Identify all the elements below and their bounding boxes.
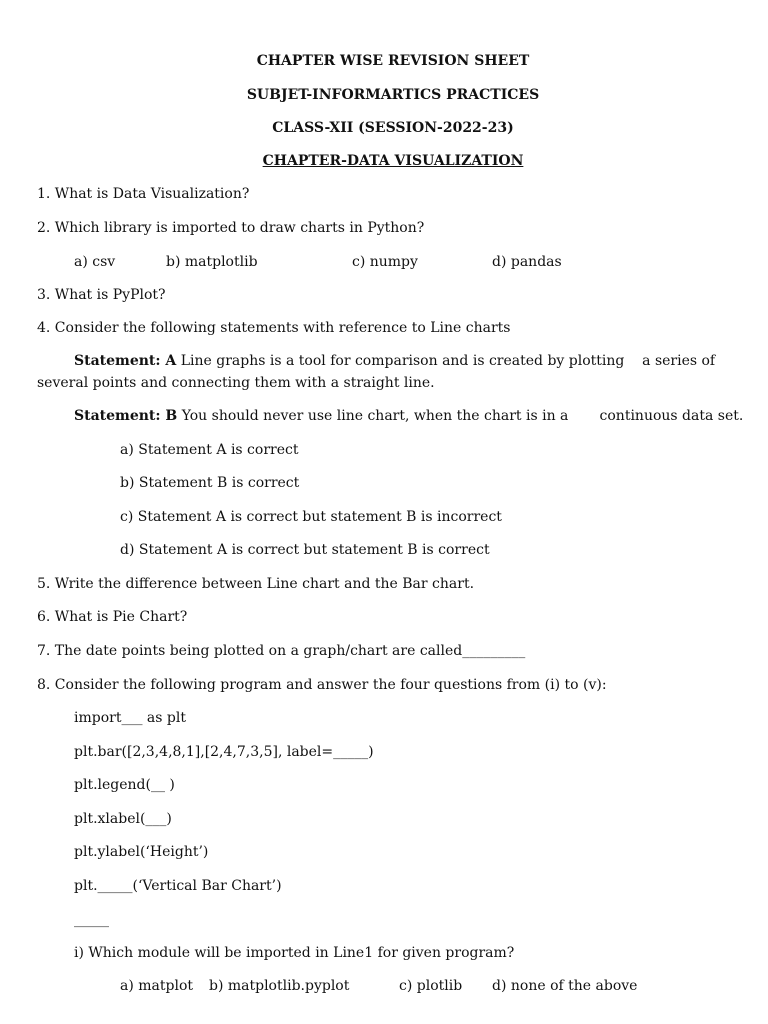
chapter-heading: CHAPTER-DATA VISUALIZATION <box>262 153 524 169</box>
q2-option-d: d) pandas <box>492 254 562 270</box>
question-4: 4. Consider the following statements with reference to Line charts <box>37 320 511 336</box>
sub-i-option-c: c) plotlib <box>399 978 463 994</box>
code-line-title: plt._____(‘Vertical Bar Chart’) <box>74 878 282 894</box>
statement-b-text: You should never use line chart, when the chart is in a continuous data set. <box>181 408 744 424</box>
class-session-heading: CLASS-XII (SESSION-2022-23) <box>272 120 514 136</box>
statement-b <box>74 407 743 425</box>
code-line-bar: plt.bar([2,3,4,8,1],[2,4,7,3,5], label=_____) <box>74 744 374 760</box>
q4-option-b: b) Statement B is correct <box>120 475 300 491</box>
question-6: 6. What is Pie Chart? <box>37 609 188 625</box>
statement-a-label: Statement: A <box>74 353 177 369</box>
question-7: 7. The date points being plotted on a graph/chart are called_________ <box>37 643 526 659</box>
sheet-title: CHAPTER WISE REVISION SHEET <box>256 53 530 69</box>
sub-i-option-b: b) matplotlib.pyplot <box>209 978 350 994</box>
sub-i-option-a: a) matplot <box>120 978 194 994</box>
question-3: 3. What is PyPlot? <box>37 287 166 303</box>
statement-b-label: Statement: B <box>74 408 178 424</box>
sub-i-option-d: d) none of the above <box>492 978 638 994</box>
q2-option-a: a) csv <box>74 254 116 270</box>
statement-a <box>74 352 715 370</box>
code-line-blank: _____ <box>74 912 109 928</box>
code-line-xlabel: plt.xlabel(___) <box>74 811 172 827</box>
question-5: 5. Write the difference between Line chart and the Bar chart. <box>37 576 475 592</box>
q4-option-a: a) Statement A is correct <box>120 442 299 458</box>
q8-sub-question-i: i) Which module will be imported in Line1 for given program? <box>74 945 515 961</box>
q2-option-c: c) numpy <box>352 254 418 270</box>
code-line-ylabel: plt.ylabel(‘Height’) <box>74 844 209 860</box>
q4-option-d: d) Statement A is correct but statement B is correct <box>120 542 490 558</box>
q4-option-c: c) Statement A is correct but statement B is incorrect <box>120 509 502 525</box>
question-8: 8. Consider the following program and answer the four questions from (i) to (v): <box>37 677 607 693</box>
code-line-import: import___ as plt <box>74 710 186 726</box>
statement-a-text: Line graphs is a tool for comparison and is created by plotting a series of <box>180 353 716 369</box>
q2-option-b: b) matplotlib <box>166 254 258 270</box>
subject-heading: SUBJET-INFORMARTICS PRACTICES <box>246 87 540 103</box>
statement-a-continued: several points and connecting them with a straight line. <box>37 375 435 391</box>
question-2: 2. Which library is imported to draw charts in Python? <box>37 220 425 236</box>
code-line-legend: plt.legend(__ ) <box>74 777 175 793</box>
question-1: 1. What is Data Visualization? <box>37 186 250 202</box>
